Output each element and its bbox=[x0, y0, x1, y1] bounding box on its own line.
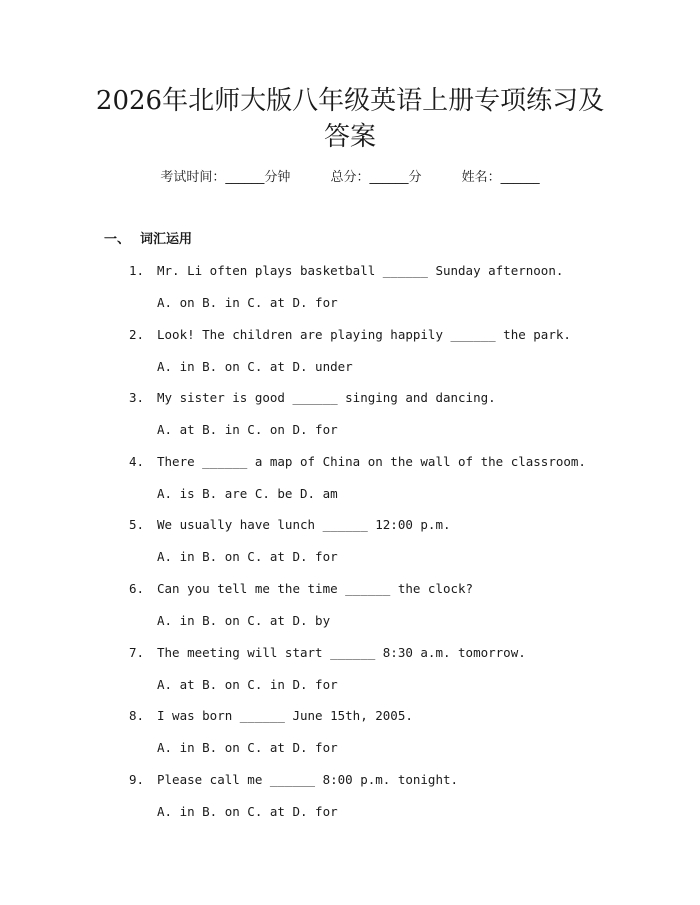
document-title-line-2: 答案 bbox=[323, 122, 376, 152]
question-number: 4. bbox=[129, 453, 145, 469]
question-options: A. is B. are C. be D. am bbox=[157, 485, 338, 501]
section-number: 一、 bbox=[104, 232, 131, 247]
question-number: 6. bbox=[129, 580, 145, 596]
student-name-label: 姓名：______ bbox=[461, 170, 540, 185]
question-options: A. in B. on C. at D. for bbox=[157, 803, 338, 819]
question-number: 3. bbox=[129, 390, 145, 406]
question-number: 1. bbox=[129, 263, 145, 278]
question-options: A. in B. on C. at D. by bbox=[157, 612, 331, 628]
question-item bbox=[0, 699, 700, 763]
question-stem: Can you tell me the time ______ the clock? bbox=[157, 580, 474, 596]
question-item bbox=[0, 381, 700, 445]
question-number: 7. bbox=[129, 644, 145, 660]
section-heading bbox=[104, 230, 192, 250]
question-item bbox=[0, 572, 700, 636]
question-item bbox=[0, 445, 700, 509]
question-stem: We usually have lunch ______ 12:00 p.m. bbox=[157, 517, 451, 533]
question-stem: There ______ a map of China on the wall of the classroom. bbox=[157, 453, 586, 469]
total-score-label: 总分：______分 bbox=[330, 170, 422, 185]
question-stem: My sister is good ______ singing and dancing. bbox=[157, 390, 496, 406]
question-number: 8. bbox=[129, 708, 145, 724]
exam-time-label: 考试时间：______分钟 bbox=[160, 170, 291, 185]
question-stem: The meeting will start ______ 8:30 a.m. tomorrow. bbox=[157, 644, 526, 660]
question-stem: Mr. Li often plays basketball ______ Sunday afternoon. bbox=[157, 263, 564, 278]
question-item bbox=[0, 636, 700, 700]
section-title: 词汇运用 bbox=[140, 232, 193, 247]
question-item bbox=[0, 763, 700, 827]
document-title-line-1: 2026年北师大版八年级英语上册专项练习及 bbox=[95, 86, 605, 116]
question-options: A. in B. on C. at D. under bbox=[157, 358, 353, 374]
question-list bbox=[0, 254, 700, 826]
question-stem: I was born ______ June 15th, 2005. bbox=[157, 708, 413, 724]
question-item bbox=[0, 254, 700, 318]
question-item bbox=[0, 508, 700, 572]
question-options: A. in B. on C. at D. for bbox=[157, 740, 338, 756]
question-options: A. on B. in C. at D. for bbox=[157, 295, 338, 310]
question-options: A. in B. on C. at D. for bbox=[157, 549, 338, 565]
question-options: A. at B. in C. on D. for bbox=[157, 422, 338, 438]
question-number: 5. bbox=[129, 517, 145, 533]
question-stem: Please call me ______ 8:00 p.m. tonight. bbox=[157, 771, 459, 787]
question-item bbox=[0, 318, 700, 382]
question-number: 2. bbox=[129, 326, 145, 342]
question-stem: Look! The children are playing happily ______ the park. bbox=[157, 326, 571, 342]
exam-info-bar bbox=[0, 168, 700, 188]
question-number: 9. bbox=[129, 771, 145, 787]
question-options: A. at B. on C. in D. for bbox=[157, 676, 338, 692]
